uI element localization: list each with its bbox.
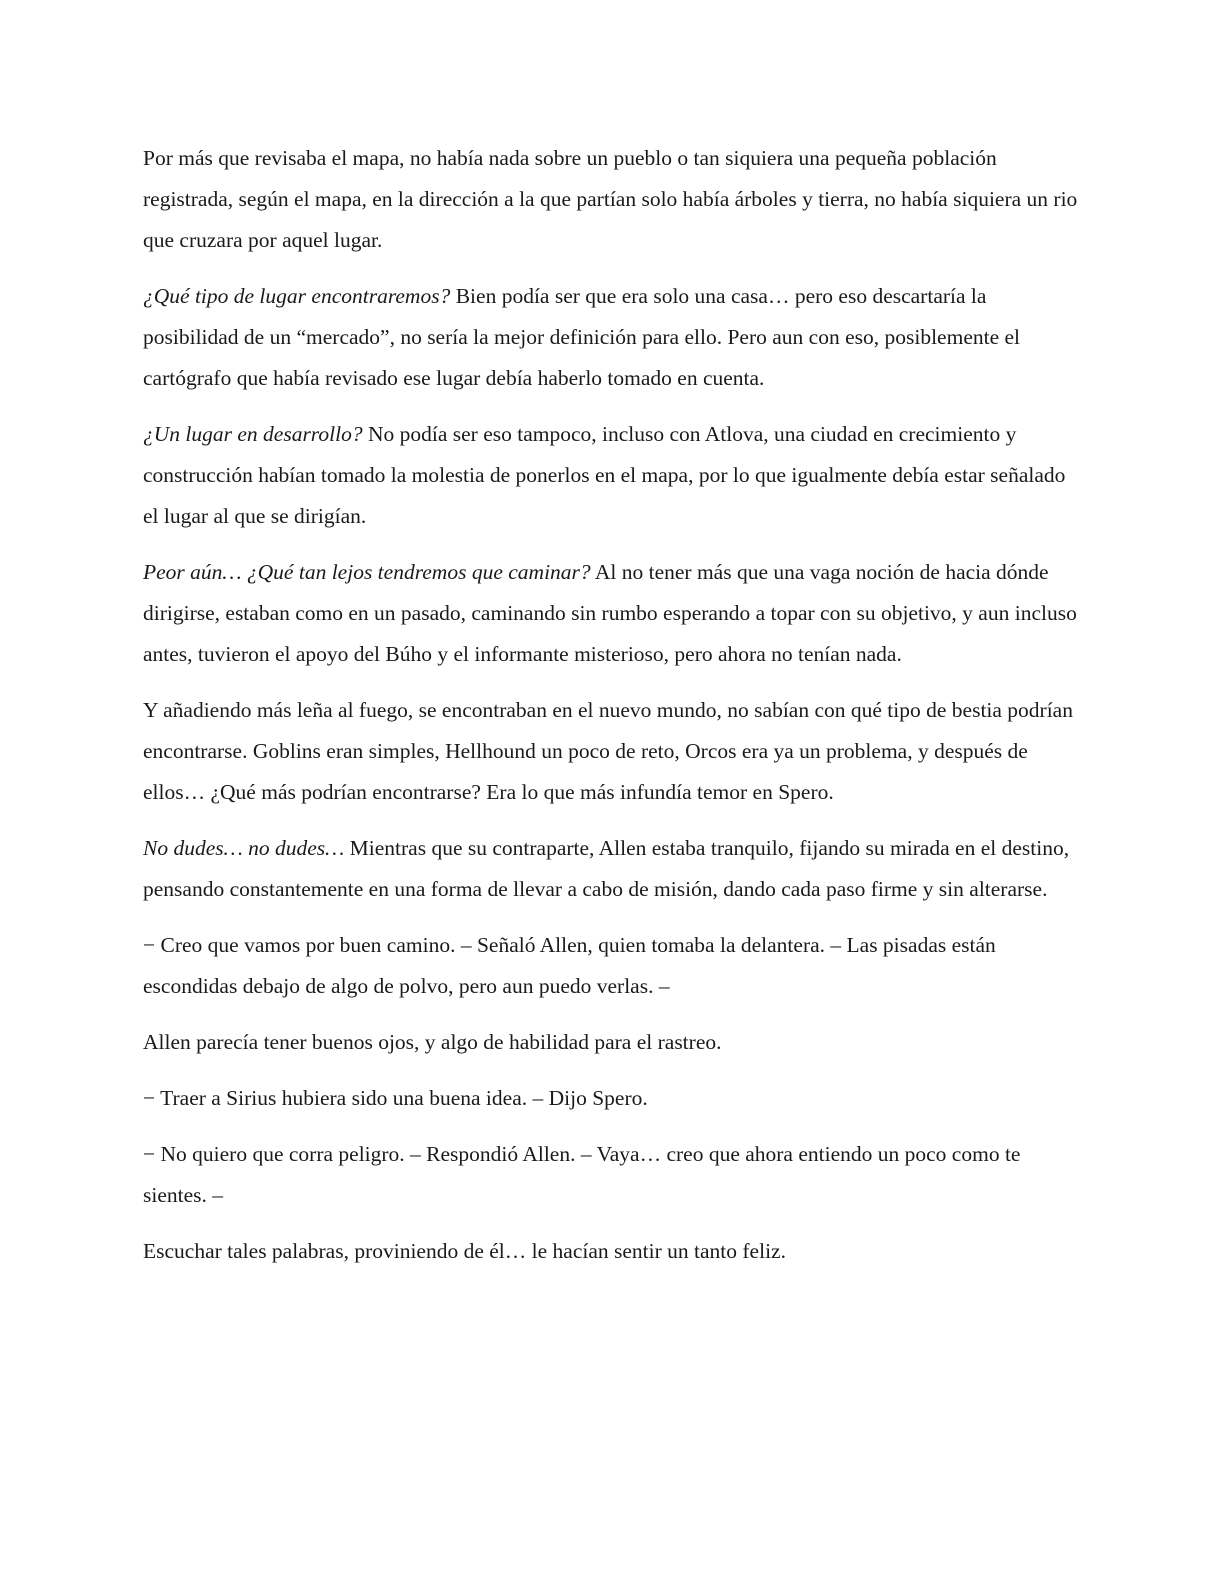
italic-thought: No dudes… no dudes… (143, 836, 345, 860)
paragraph-text: Y añadiendo más leña al fuego, se encontraban en el nuevo mundo, no sabían con qué tipo de bestia podrían encontrarse. Goblins eran simples, Hellhound un poco de reto, Orcos era ya un problema, y después de ellos… ¿Qué más podrían encontrarse? Era lo que más infundía temor en Spero. (143, 698, 1073, 804)
paragraph-11 (143, 1231, 1078, 1272)
paragraph-text: Bien podía ser que era solo una casa… pero eso descartaría la posibilidad de un “mercado”, no sería la mejor definición para ello. Pero aun con eso, posiblemente el cartógrafo que había revisado ese lugar debía haberlo tomado en cuenta. (143, 284, 1021, 390)
paragraph-text: Escuchar tales palabras, proviniendo de él… le hacían sentir un tanto feliz. (143, 1239, 786, 1263)
paragraph-10 (143, 1134, 1078, 1216)
document-page (143, 138, 1078, 1287)
italic-thought: ¿Un lugar en desarrollo? (143, 422, 363, 446)
paragraph-text: Al no tener más que una vaga noción de hacia dónde dirigirse, estaban como en un pasado, caminando sin rumbo esperando a topar con su objetivo, y aun incluso antes, tuvieron el apoyo del Búho y el informante misterioso, pero ahora no tenían nada. (143, 560, 1077, 666)
paragraph-text: No podía ser eso tampoco, incluso con Atlova, una ciudad en crecimiento y construcción habían tomado la molestia de ponerlos en el mapa, por lo que igualmente debía estar señalado el lugar al que se dirigían. (143, 422, 1066, 528)
paragraph-8 (143, 1022, 1078, 1063)
paragraph-9 (143, 1078, 1078, 1119)
dialogue-text: − Traer a Sirius hubiera sido una buena idea. – Dijo Spero. (143, 1086, 648, 1110)
paragraph-7 (143, 925, 1078, 1007)
paragraph-3 (143, 414, 1078, 537)
dialogue-text: − No quiero que corra peligro. – Respondió Allen. – Vaya… creo que ahora entiendo un poco como te sientes. – (143, 1142, 1021, 1207)
paragraph-text: Por más que revisaba el mapa, no había nada sobre un pueblo o tan siquiera una pequeña población registrada, según el mapa, en la dirección a la que partían solo había árboles y tierra, no había siquiera un rio que cruzara por aquel lugar. (143, 146, 1078, 252)
italic-thought: Peor aún… ¿Qué tan lejos tendremos que caminar? (143, 560, 591, 584)
italic-thought: ¿Qué tipo de lugar encontraremos? (143, 284, 451, 308)
paragraph-text: Allen parecía tener buenos ojos, y algo de habilidad para el rastreo. (143, 1030, 722, 1054)
paragraph-2 (143, 276, 1078, 399)
paragraph-6 (143, 828, 1078, 910)
paragraph-1 (143, 138, 1078, 261)
paragraph-4 (143, 552, 1078, 675)
dialogue-text: − Creo que vamos por buen camino. – Señaló Allen, quien tomaba la delantera. – Las pisadas están escondidas debajo de algo de polvo, pero aun puedo verlas. – (143, 933, 996, 998)
paragraph-text: Mientras que su contraparte, Allen estaba tranquilo, fijando su mirada en el destino, pensando constantemente en una forma de llevar a cabo de misión, dando cada paso firme y sin alterarse. (143, 836, 1070, 901)
paragraph-5 (143, 690, 1078, 813)
